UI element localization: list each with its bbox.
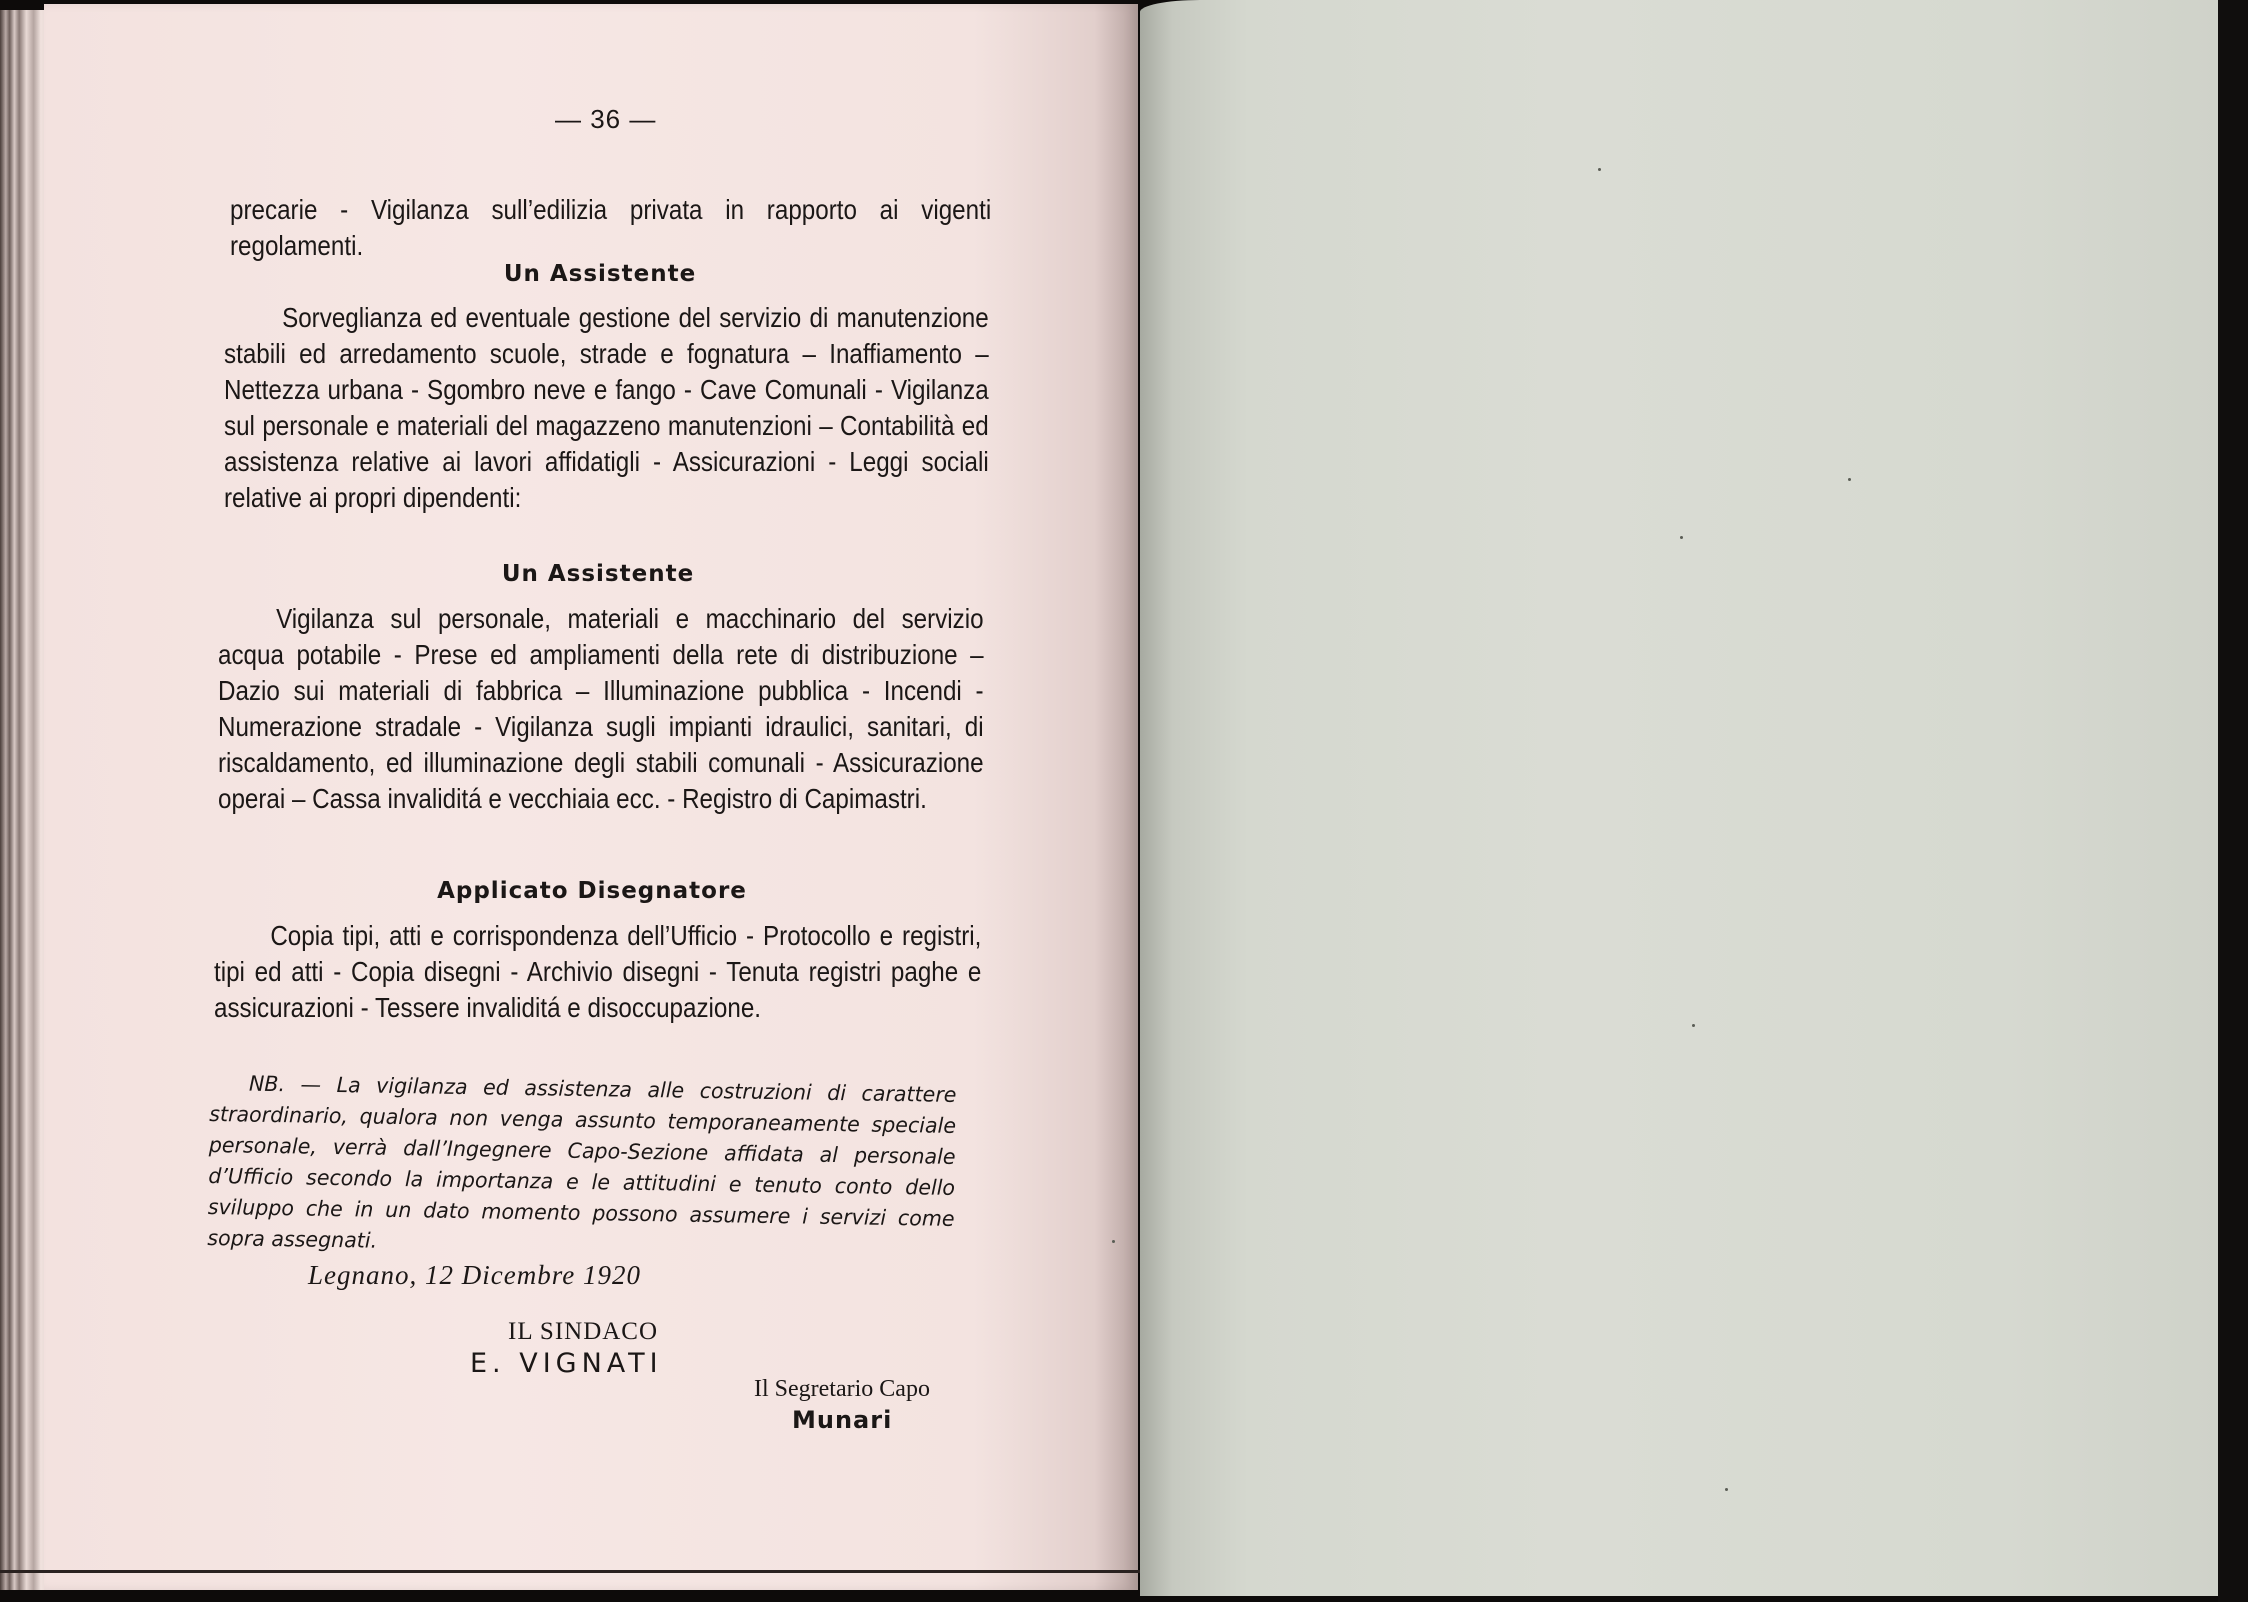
section-paragraph: Vigilanza sul personale, materiali e macchinario del servizio acqua potabile - Prese ed ampliamenti della rete di distribuzione – Dazio sui materiali di fabbrica – Illuminazione pubblica - Incendi - Numerazione stradale - Vigilanza sugli impianti idraulici, sanitari, di riscaldamento, ed illuminazione degli stabili comunali - Assicurazione operai – Cassa invaliditá e vecchiaia ecc. - Registro di Capimastri. <box>218 603 984 814</box>
section-heading: Un Assistente <box>501 561 695 587</box>
section-heading: Applicato Disegnatore <box>437 878 747 904</box>
secretary-title: Il Segretario Capo <box>754 1376 930 1402</box>
place-and-date: Legnano, 12 Dicembre 1920 <box>308 1260 641 1290</box>
section-paragraph: Copia tipi, atti e corrispondenza dell’Ufficio - Protocollo e registri, tipi ed atti - Copia disegni - Archivio disegni - Tenuta registri paghe e assicurazioni - Tessere invaliditá e disoccupazione. <box>214 920 982 1023</box>
secretary-signature: Munari <box>792 1406 893 1434</box>
nb-note: NB. — La vigilanza ed assistenza alle costruzioni di carattere straordinario, qualora non venga assunto temporaneamente speciale personale, verrà dall’Ingegnere Capo-Sezione affidata al personale d’Ufficio secondo la importanza e le attitudini e tenuto conto dello sviluppo che in un dato momento possono assumere i servizi come sopra assegnati. <box>207 1071 957 1253</box>
intro-paragraph: precarie - Vigilanza sull’edilizia privata in rapporto ai vigenti regolamenti. <box>230 194 992 261</box>
paper-speck <box>1692 1024 1695 1027</box>
mayor-title: IL SINDACO <box>508 1318 659 1345</box>
paper-speck <box>1680 536 1683 539</box>
paper-speck <box>1598 168 1601 171</box>
page-edges <box>0 10 48 1590</box>
right-page-blank <box>1140 0 2220 1596</box>
section-paragraph: Sorveglianza ed eventuale gestione del servizio di manutenzione stabili ed arredamento scuole, strade e fognatura – Inaffiamento – Nettezza urbana - Sgombro neve e fango - Cave Comunali - Vigilanza sul personale e materiali del magazzeno manutenzioni – Contabilità ed assistenza relative ai lavori affidatigli - Assicurazioni - Leggi sociali relative ai propri dipendenti: <box>224 302 989 513</box>
section-heading: Un Assistente <box>503 261 697 287</box>
paper-speck <box>1725 1488 1728 1491</box>
page-number: — 36 — <box>555 104 657 134</box>
paper-speck <box>1848 478 1851 481</box>
bottom-edge-line <box>0 1570 1140 1573</box>
right-edge <box>2218 0 2248 1602</box>
paper-speck <box>1112 1240 1115 1243</box>
mayor-signature: E. VIGNATI <box>470 1348 663 1379</box>
